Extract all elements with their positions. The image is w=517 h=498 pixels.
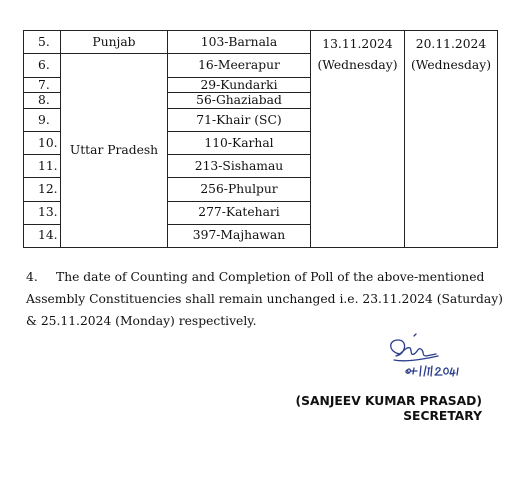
- constituency-cell: 16-Meerapur: [168, 54, 311, 78]
- serial-number: 5.: [24, 31, 61, 54]
- signatory-designation: SECRETARY: [403, 409, 482, 423]
- constituency-cell: 103-Barnala: [168, 31, 311, 54]
- paragraph-line-2: Assembly Constituencies shall remain unchanged i.e. 23.11.2024 (Saturday): [26, 292, 503, 306]
- constituency-cell: 277-Katehari: [168, 201, 311, 224]
- serial-number: 10.: [24, 132, 61, 155]
- original-poll-date: 13.11.2024: [322, 37, 393, 51]
- constituency-cell: 397-Majhawan: [168, 224, 311, 247]
- counting-paragraph: [26, 266, 503, 332]
- handwritten-signature: [380, 332, 480, 382]
- table-row: [24, 31, 498, 54]
- serial-number: 7.: [24, 78, 61, 93]
- serial-number: 6.: [24, 54, 61, 78]
- revised-poll-date: 20.11.2024: [415, 37, 487, 51]
- paragraph-line-1: The date of Counting and Completion of Poll of the above-mentioned: [56, 270, 485, 284]
- state-cell: Uttar Pradesh: [61, 54, 168, 248]
- signatory-block: [296, 394, 482, 424]
- original-poll-day: (Wednesday): [317, 58, 398, 72]
- constituency-cell: 56-Ghaziabad: [168, 93, 311, 109]
- serial-number: 11.: [24, 155, 61, 178]
- constituency-cell: 71-Khair (SC): [168, 108, 311, 131]
- serial-number: 13.: [24, 201, 61, 224]
- state-cell: Punjab: [61, 31, 168, 54]
- revised-poll-date-cell: [405, 31, 498, 248]
- serial-number: 14.: [24, 224, 61, 247]
- serial-number: 12.: [24, 178, 61, 201]
- serial-number: 8.: [24, 93, 61, 109]
- constituency-cell: 256-Phulpur: [168, 178, 311, 201]
- constituency-cell: 213-Sishamau: [168, 155, 311, 178]
- schedule-table: [23, 30, 498, 248]
- revised-poll-day: (Wednesday): [410, 58, 492, 72]
- constituency-cell: 29-Kundarki: [168, 78, 311, 93]
- paragraph-number: 4.: [26, 270, 38, 284]
- paragraph-line-3: & 25.11.2024 (Monday) respectively.: [26, 314, 257, 328]
- signature-scribble-icon: [380, 332, 480, 382]
- serial-number: 9.: [24, 108, 61, 131]
- original-poll-date-cell: [311, 31, 405, 248]
- signatory-name: (SANJEEV KUMAR PRASAD): [295, 394, 482, 408]
- constituency-cell: 110-Karhal: [168, 132, 311, 155]
